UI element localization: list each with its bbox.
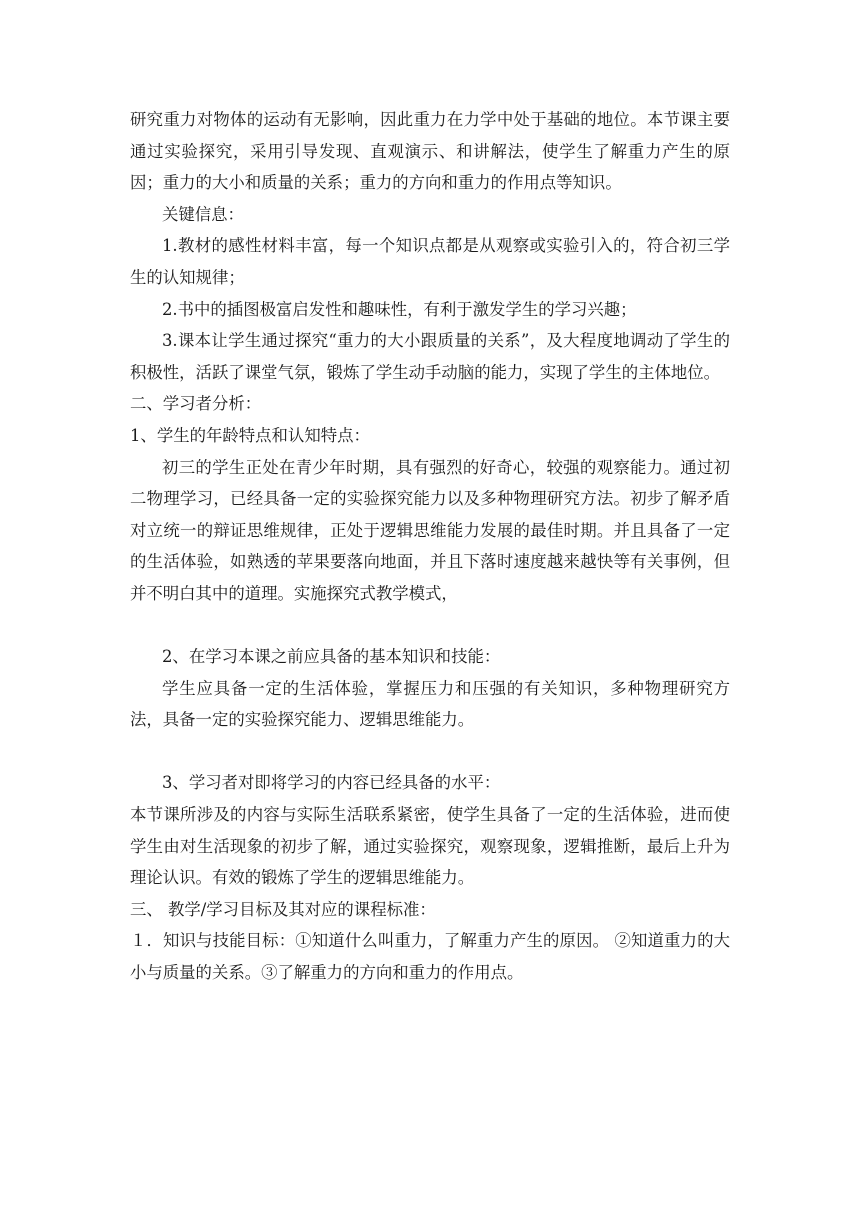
key-info-heading: 关键信息： [162, 204, 244, 224]
subsection-2-heading: 2、在学习本课之前应具备的基本知识和技能： [162, 647, 501, 667]
goal-1-paragraph: １．知识与技能目标：①知道什么叫重力，了解重力产生的原因。 ②知道重力的大小与质量的关系。③了解重力的方向和重力的作用点。 [130, 931, 730, 983]
key-info-item-1: 1.教材的感性材料丰富，每一个知识点都是从观察或实验引入的，符合初三学生的认知规律； [130, 236, 730, 287]
blank-line [130, 736, 730, 768]
intro-paragraph: 研究重力对物体的运动有无影响，因此重力在力学中处于基础的地位。本节课主要通过实验探究，采用引导发现、直观演示、和讲解法，使学生了解重力产生的原因；重力的大小和质量的关系；重力的方向和重力的作用点等知识。 [130, 110, 730, 193]
key-info-item-3: 3.课本让学生通过探究“重力的大小跟质量的关系”，及大程度地调动了学生的积极性，活跃了课堂气氛，锻炼了学生动手动脑的能力，实现了学生的主体地位。 [130, 331, 730, 382]
subsection-1-heading: 1、学生的年龄特点和认知特点： [130, 425, 370, 445]
section-2-heading: 二、学习者分析： [130, 394, 262, 414]
section-3-heading: 三、 教学/学习目标及其对应的课程标准： [130, 899, 436, 919]
subsection-3-heading: 3、学习者对即将学习的内容已经具备的水平： [162, 773, 501, 793]
document-body [130, 104, 730, 989]
subsection-2-body: 学生应具备一定的生活体验，掌握压力和压强的有关知识，多种物理研究方法，具备一定的实验探究能力、逻辑思维能力。 [130, 678, 730, 730]
subsection-1-body: 初三的学生正处在青少年时期，具有强烈的好奇心，较强的观察能力。通过初二物理学习，已经具备一定的实验探究能力以及多种物理研究方法。初步了解矛盾对立统一的辩证思维规律，正处于逻辑思维能力发展的最佳时期。并且具备了一定的生活体验，如熟透的苹果要落向地面，并且下落时速度越来越快等有关事例，但并不明白其中的道理。实施探究式教学模式， [130, 457, 730, 603]
subsection-3-body: 本节课所涉及的内容与实际生活联系紧密，使学生具备了一定的生活体验，进而使学生由对生活现象的初步了解，通过实验探究，观察现象，逻辑推断，最后上升为理论认识。有效的锻炼了学生的逻辑思维能力。 [130, 805, 730, 888]
key-info-item-2: 2.书中的插图极富启发性和趣味性，有利于激发学生的学习兴趣； [162, 299, 637, 319]
blank-line [130, 610, 730, 642]
